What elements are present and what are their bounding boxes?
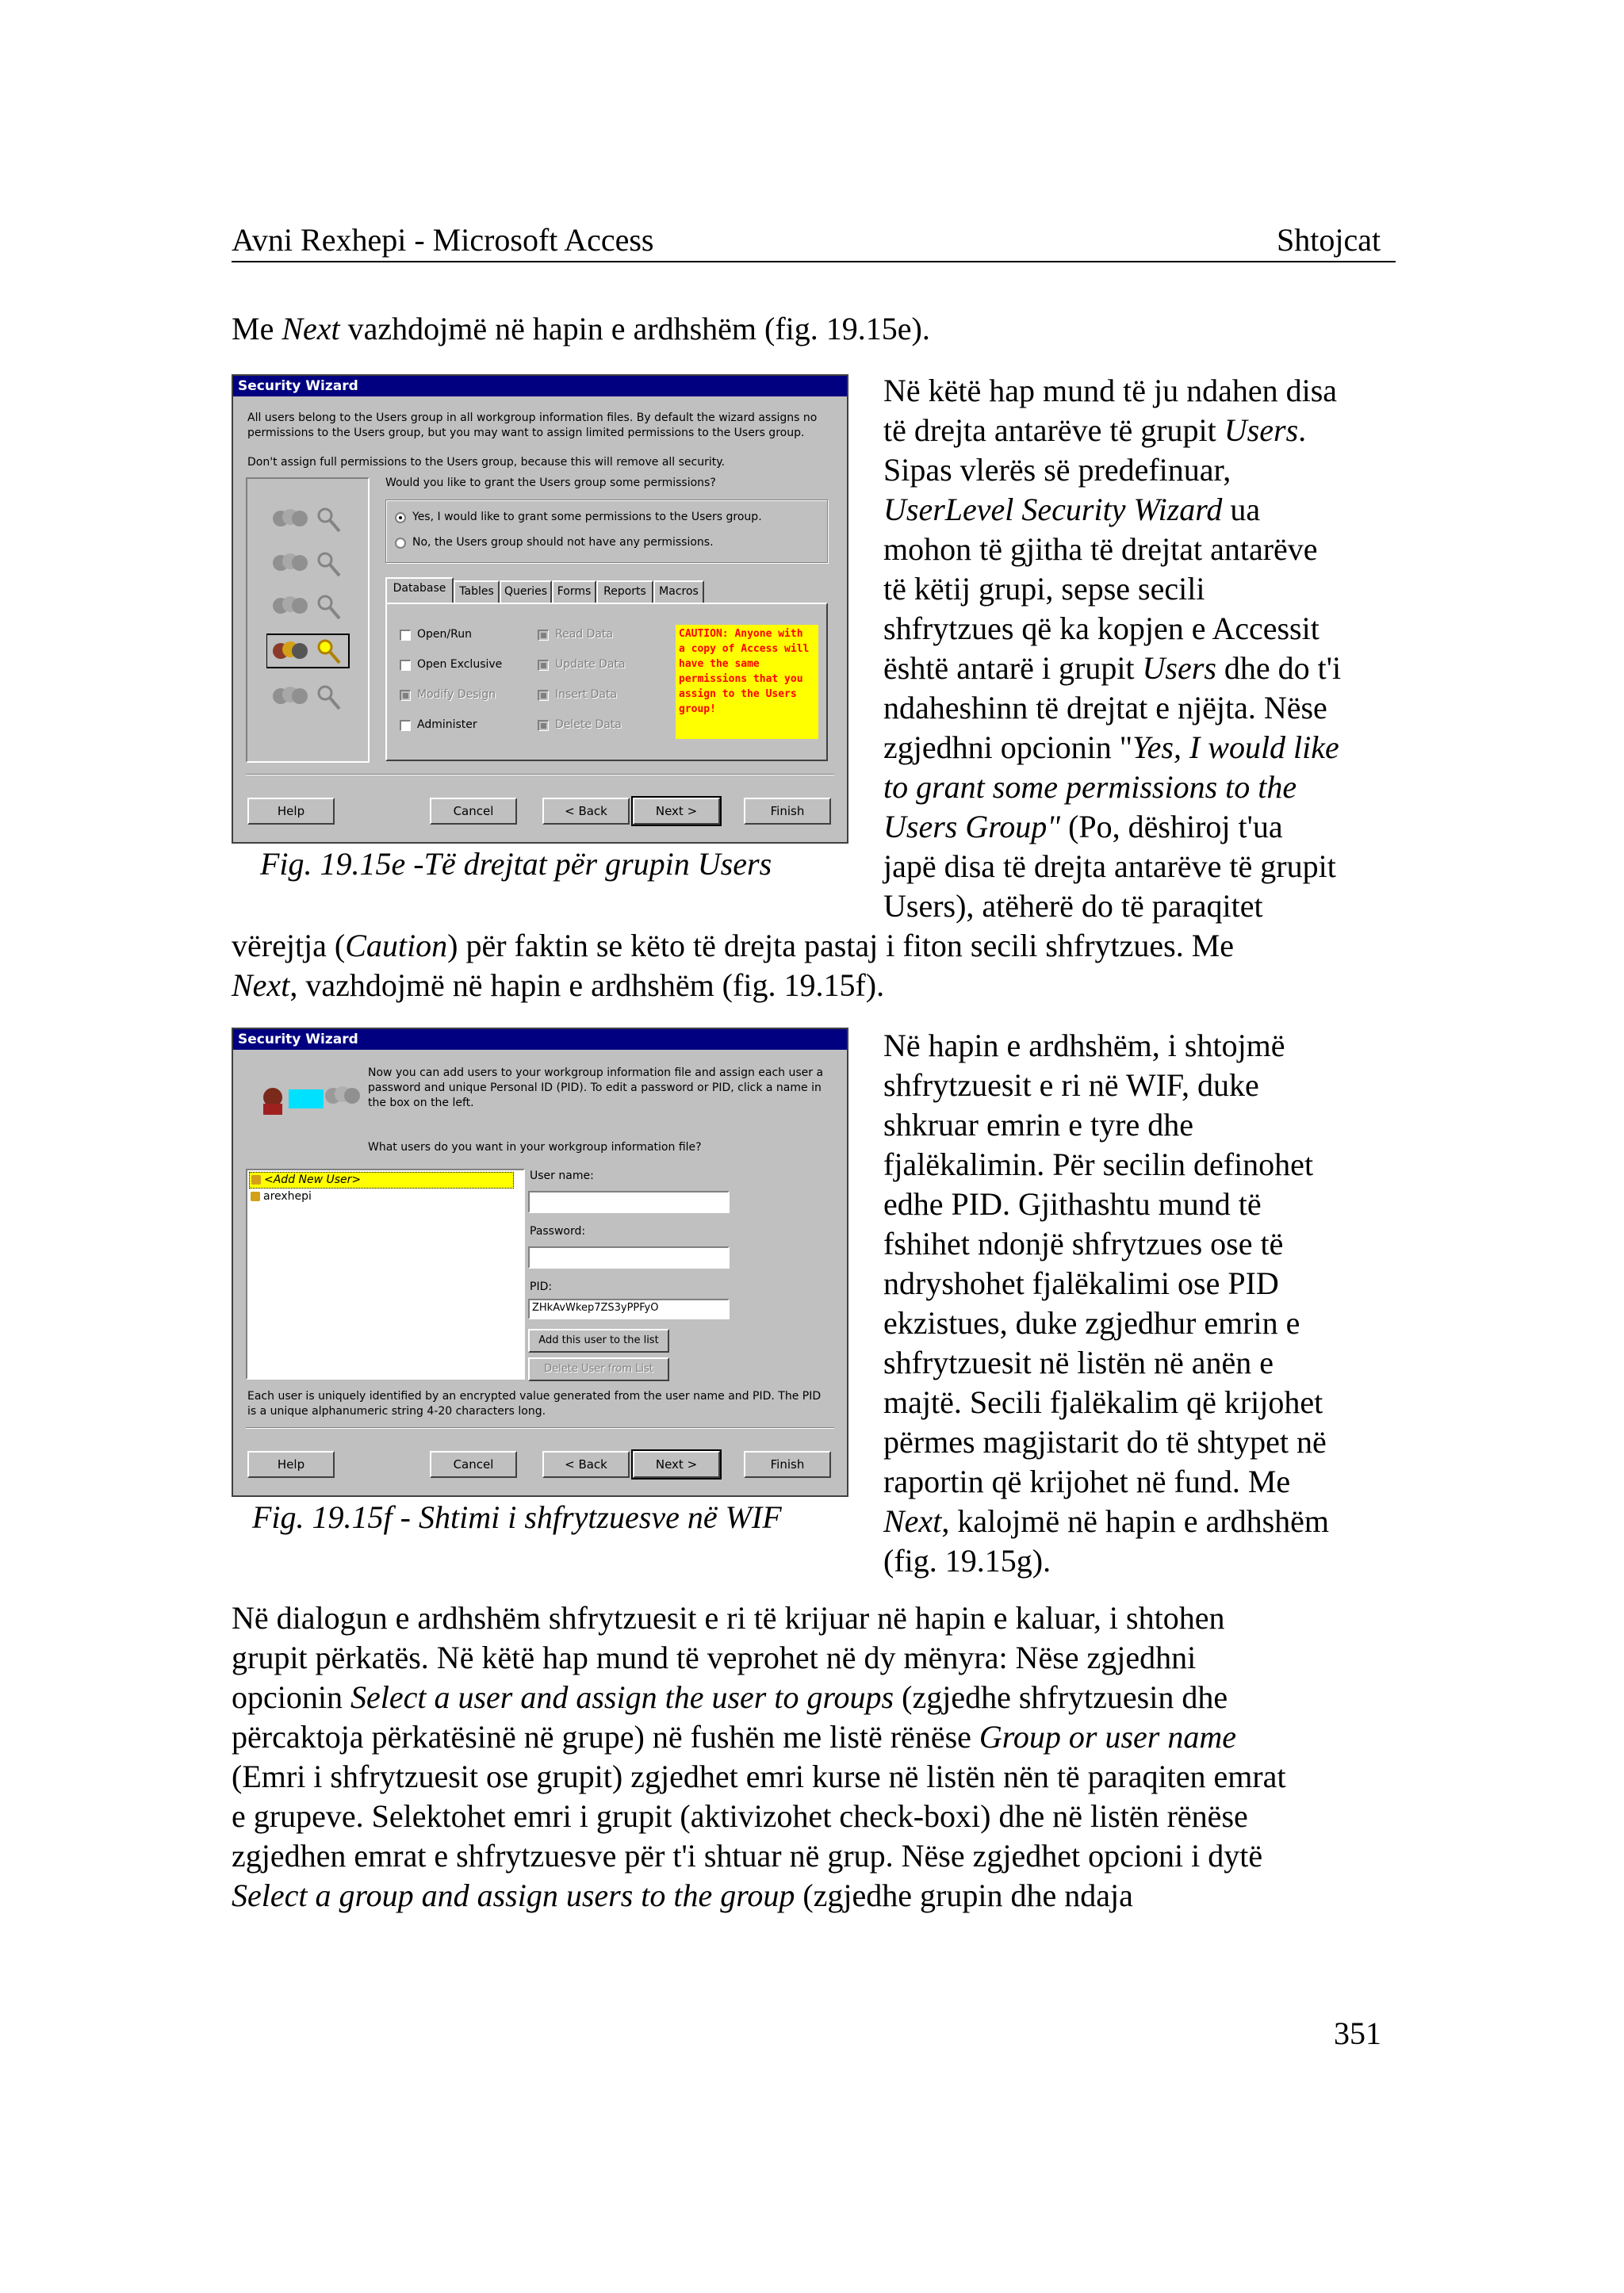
group-icon-1: [273, 509, 339, 531]
para2-line-12: raportin që krijohet në fund. Me: [883, 1464, 1291, 1499]
para2-line-8: ekzistues, duke zgjedhur emrin e: [883, 1305, 1300, 1341]
para3-line-2: grupit përkatës. Në këtë hap mund të veprohet në dy mënyra: Nëse zgjedhni: [232, 1640, 1197, 1675]
para2-line-13: Next, kalojmë në hapin e ardhshëm: [883, 1503, 1330, 1539]
para2-line-2: shfrytzuesit e ri në WIF, duke: [883, 1067, 1259, 1103]
dialog-description: Now you can add users to your workgroup information file and assign each user a password and unique Personal ID (PID). To edit a password or PID, click a name in the box on the left.: [368, 1066, 824, 1109]
para3-line-8: Select a group and assign users to the group (zgjedhe grupin dhe ndaja: [232, 1878, 1133, 1913]
pid-label: PID:: [530, 1280, 553, 1293]
para2-line-14: (fig. 19.15g).: [883, 1543, 1051, 1579]
para1-line-8: është antarë i grupit Users dhe do t'i: [883, 650, 1342, 686]
group-icon-3: [273, 596, 339, 618]
users-listbox[interactable]: [246, 1169, 525, 1380]
group-icon-2: [273, 553, 339, 576]
para2-line-1: Në hapin e ardhshëm, i shtojmë: [883, 1028, 1285, 1063]
radio-yes-label[interactable]: Yes, I would like to grant some permissions to the Users group.: [412, 511, 762, 523]
checkbox-update-data-label[interactable]: Update Data: [555, 658, 626, 671]
checkbox-delete-data-label[interactable]: Delete Data: [555, 718, 622, 731]
pid-footer-note: Each user is uniquely identified by an encrypted value generated from the user name and PID. The PID is a unique alphanumeric string 4-20 characters long.: [247, 1390, 822, 1418]
para1-line-12: Users Group" (Po, dëshiroj t'ua: [883, 809, 1283, 844]
para1-line-5: mohon të gjitha të drejtat antarëve: [883, 531, 1318, 567]
users-question: What users do you want in your workgroup information file?: [368, 1141, 702, 1154]
add-user-button[interactable]: Add this user to the list: [528, 1329, 669, 1353]
list-item-user[interactable]: arexhepi: [249, 1189, 312, 1204]
back-button[interactable]: < Back: [542, 798, 630, 825]
radio-group-frame: [385, 500, 828, 563]
caution-box: CAUTION: Anyone with a copy of Access will have the same permissions that you assign to the Users group!: [676, 625, 818, 739]
radio-no[interactable]: [395, 538, 406, 549]
para1-line-15: vërejtja (Caution) për faktin se këto të drejta pastaj i fiton secili shfrytzues. Me: [232, 928, 1235, 963]
next-button[interactable]: Next >: [633, 1451, 720, 1478]
para2-line-10: majtë. Secili fjalëkalim që krijohet: [883, 1384, 1323, 1420]
cancel-button[interactable]: Cancel: [430, 798, 517, 825]
checkbox-modify-design-label[interactable]: Modify Design: [417, 688, 496, 701]
back-button[interactable]: < Back: [542, 1451, 630, 1478]
para1-line-10: zgjedhni opcionin "Yes, I would like: [883, 729, 1339, 765]
running-header-right: Shtojcat: [1277, 222, 1381, 258]
next-button[interactable]: Next >: [633, 798, 720, 825]
finish-button[interactable]: Finish: [744, 1451, 831, 1478]
para2-line-9: shfrytzuesit në listën në anën e: [883, 1345, 1274, 1380]
checkbox-open-run[interactable]: [400, 630, 411, 641]
para2-line-7: ndryshohet fjalëkalimi ose PID: [883, 1265, 1279, 1301]
group-icon-5: [273, 687, 339, 709]
users-group-icon: [266, 501, 354, 739]
para3-line-6: e grupeve. Selektohet emri i grupit (aktivizohet check-boxi) dhe në listën rënëse: [232, 1798, 1248, 1834]
checkbox-read-data-label[interactable]: Read Data: [555, 628, 614, 641]
para1-line-16: Next, vazhdojmë në hapin e ardhshëm (fig. 19.15f).: [232, 967, 885, 1003]
para1-line-13: japë disa të drejta antarëve të grupit: [883, 848, 1336, 884]
figure-caption-19-15f: Fig. 19.15f - Shtimi i shfrytzuesve në WIF: [252, 1499, 782, 1535]
para3-line-5: (Emri i shfrytzuesit ose grupit) zgjedhet emri kurse në listën nën të paraqiten emrat: [232, 1759, 1286, 1794]
para2-line-3: shkruar emrin e tyre dhe: [883, 1107, 1193, 1143]
checkbox-delete-data[interactable]: [538, 720, 549, 731]
para1-line-14: Users), atëherë do të paraqitet: [883, 888, 1263, 924]
checkbox-read-data[interactable]: [538, 630, 549, 641]
figure-caption-19-15e: Fig. 19.15e -Të drejtat për grupin Users: [260, 846, 772, 882]
checkbox-administer-label[interactable]: Administer: [417, 718, 477, 731]
page-number: 351: [1334, 2015, 1381, 2051]
help-button[interactable]: Help: [247, 798, 335, 825]
para2-line-5: edhe PID. Gjithashtu mund të: [883, 1186, 1262, 1222]
radio-no-label[interactable]: No, the Users group should not have any permissions.: [412, 536, 714, 549]
para1-line-11: to grant some permissions to the: [883, 769, 1297, 805]
list-item-add-new-user[interactable]: <Add New User>: [249, 1172, 514, 1189]
para1-line-3: Sipas vlerës së predefinuar,: [883, 452, 1231, 488]
checkbox-modify-design[interactable]: [400, 690, 411, 701]
finish-button[interactable]: Finish: [744, 798, 831, 825]
para1-line-4: UserLevel Security Wizard ua: [883, 492, 1261, 527]
tab-forms[interactable]: Forms: [552, 580, 596, 603]
para2-line-6: fshihet ndonjë shfrytzues ose të: [883, 1226, 1284, 1261]
para1-line-6: të këtij grupi, sepse secili: [883, 571, 1205, 607]
pid-input[interactable]: ZHkAvWkep7ZS3yPPFyO: [528, 1299, 730, 1319]
intro-line: Me Next vazhdojmë në hapin e ardhshëm (fig. 19.15e).: [232, 311, 930, 346]
para1-line-7: shfrytzues që ka kopjen e Accessit: [883, 611, 1320, 646]
security-wizard-permissions-dialog: [232, 374, 848, 844]
checkbox-insert-data[interactable]: [538, 690, 549, 701]
tab-macros[interactable]: Macros: [653, 580, 704, 603]
dialog-warning-text: Don't assign full permissions to the Users group, because this will remove all security.: [247, 456, 725, 469]
para3-line-3: opcionin Select a user and assign the user to groups (zgjedhe shfrytzuesin dhe: [232, 1679, 1228, 1715]
user-name-label: User name:: [530, 1169, 594, 1182]
button-divider: [246, 774, 834, 775]
para1-line-2: të drejta antarëve të grupit Users.: [883, 412, 1307, 448]
para1-line-1: Në këtë hap mund të ju ndahen disa: [883, 373, 1338, 408]
checkbox-administer[interactable]: [400, 720, 411, 731]
user-name-input[interactable]: [528, 1191, 730, 1213]
tab-tables[interactable]: Tables: [454, 580, 500, 603]
checkbox-open-exclusive[interactable]: [400, 660, 411, 671]
para3-line-4: përcaktoja përkatësinë në grupe) në fushën me listë rënëse Group or user name: [232, 1719, 1236, 1755]
group-icon-selected: [266, 634, 349, 668]
checkbox-insert-data-label[interactable]: Insert Data: [555, 688, 618, 701]
para2-line-11: përmes magjistarit do të shtypet në: [883, 1424, 1327, 1460]
password-input[interactable]: [528, 1246, 730, 1269]
para1-line-9: ndaheshinn të drejtat e njëjta. Nëse: [883, 690, 1327, 725]
add-users-icon: [257, 1078, 368, 1118]
radio-yes[interactable]: [395, 512, 406, 523]
user-key-icon: [251, 1175, 261, 1185]
help-button[interactable]: Help: [247, 1451, 335, 1478]
checkbox-update-data[interactable]: [538, 660, 549, 671]
para3-line-1: Në dialogun e ardhshëm shfrytzuesit e ri të krijuar në hapin e kaluar, i shtohen: [232, 1600, 1225, 1636]
user-key-icon: [251, 1192, 260, 1201]
running-header-left: Avni Rexhepi - Microsoft Access: [232, 222, 654, 258]
tab-database[interactable]: Database: [385, 577, 454, 603]
grant-permissions-question: Would you like to grant the Users group some permissions?: [385, 477, 716, 489]
delete-user-button[interactable]: Delete User from List: [528, 1357, 669, 1381]
checkbox-open-exclusive-label[interactable]: Open Exclusive: [417, 658, 503, 671]
checkbox-open-run-label[interactable]: Open/Run: [417, 628, 472, 641]
tab-queries[interactable]: Queries: [500, 580, 552, 603]
dialog-description: All users belong to the Users group in all workgroup information files. By default the wizard assigns no permissions to the Users group, but you may want to assign limited permissions to the Users group.: [247, 412, 818, 439]
button-divider: [246, 1427, 834, 1429]
para3-line-7: zgjedhen emrat e shfrytzuesve për t'i shtuar në grup. Nëse zgjedhet opcioni i dytë: [232, 1838, 1263, 1874]
dialog-titlebar: Security Wizard: [233, 1029, 847, 1050]
password-label: Password:: [530, 1225, 586, 1238]
header-rule: [232, 261, 1396, 262]
permissions-tab-strip: [385, 580, 828, 603]
tab-reports[interactable]: Reports: [596, 580, 653, 603]
cancel-button[interactable]: Cancel: [430, 1451, 517, 1478]
para2-line-4: fjalëkalimin. Për secilin definohet: [883, 1146, 1314, 1182]
dialog-titlebar: Security Wizard: [233, 376, 847, 396]
security-wizard-users-dialog: [232, 1028, 848, 1497]
